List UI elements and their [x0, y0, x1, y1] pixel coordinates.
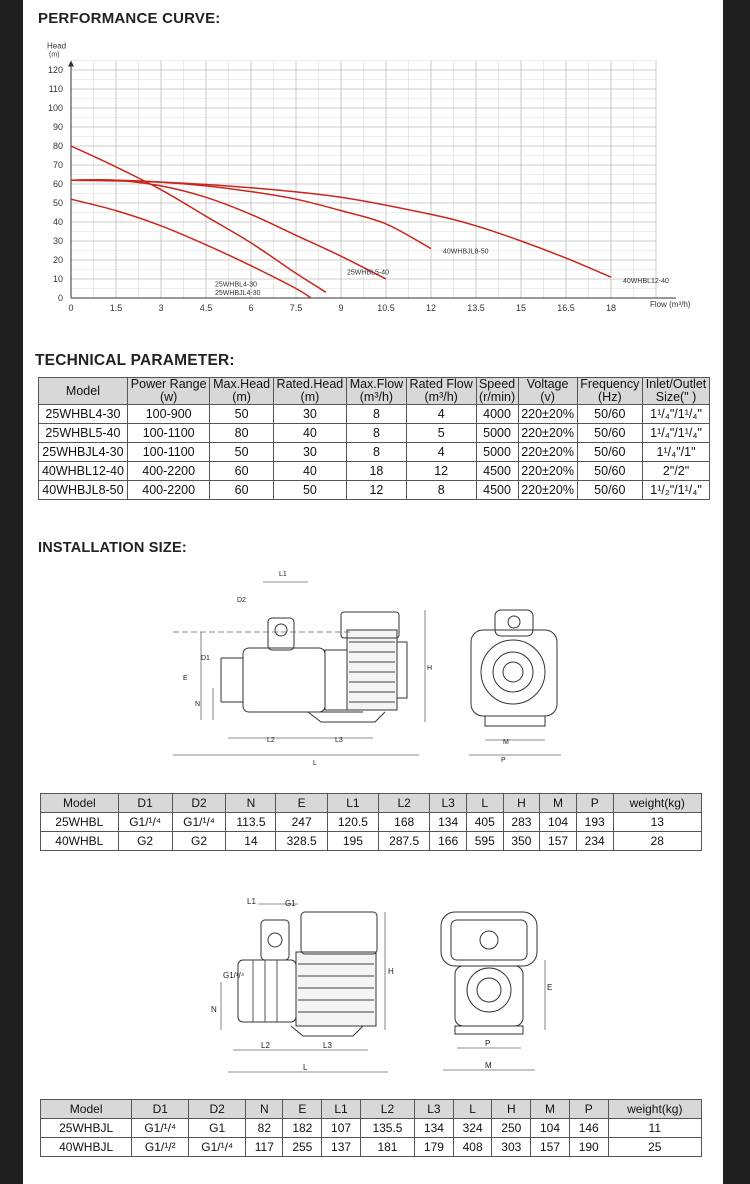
column-header: L2	[360, 1100, 414, 1119]
x-tick-label: 15	[515, 303, 527, 313]
table-cell: 104	[531, 1119, 570, 1138]
table-cell: 400-2200	[127, 481, 210, 500]
curve-label-25whbjl4-30: 25WHBJL4-30	[215, 290, 261, 298]
label-d2: D2	[237, 597, 246, 604]
table-cell: G1/¹/⁴	[189, 1138, 246, 1157]
column-header: L3	[430, 794, 467, 813]
column-header: Frequency (Hz)	[577, 378, 642, 405]
table-row	[39, 443, 710, 462]
column-header: Max.Head (m)	[210, 378, 273, 405]
table-cell: 80	[210, 424, 273, 443]
table-cell: 350	[503, 832, 540, 851]
label-m: M	[503, 739, 509, 746]
motor-body	[296, 952, 376, 1026]
table-row	[39, 405, 710, 424]
table-cell: 195	[327, 832, 378, 851]
curve-label-25whbl4-30: 25WHBL4-30	[215, 281, 258, 289]
installation-size-title: INSTALLATION SIZE:	[38, 540, 187, 556]
x-tick-label: 10.5	[377, 303, 395, 313]
chart-axes	[68, 61, 676, 299]
column-header: Model	[41, 794, 119, 813]
y-tick-label: 20	[52, 255, 63, 265]
table-cell: 247	[276, 813, 327, 832]
table-cell: 5	[406, 424, 476, 443]
column-header: weight(kg)	[613, 794, 701, 813]
table-cell: 595	[466, 832, 503, 851]
table-cell: 40WHBJL8-50	[39, 481, 128, 500]
table-cell: 2"/2"	[643, 462, 710, 481]
curve-label-40whbjl8-50: 40WHBJL8-50	[443, 248, 489, 256]
x-tick-label: 4.5	[199, 303, 213, 313]
x-tick-label: 12	[425, 303, 437, 313]
chart-grid	[71, 61, 656, 299]
x-axis-label: Flow (m³/h)	[650, 300, 691, 309]
table-cell: 5000	[476, 443, 518, 462]
table-cell: 25	[608, 1138, 701, 1157]
y-tick-label: 90	[52, 122, 63, 132]
y-tick-label: 70	[52, 160, 63, 170]
series-line-25whbjl4-30	[71, 146, 326, 292]
table-cell: 50/60	[577, 424, 642, 443]
column-header: Model	[41, 1100, 132, 1119]
table-row	[41, 813, 702, 832]
table-cell: 134	[415, 1119, 454, 1138]
column-header: L1	[322, 1100, 361, 1119]
table-cell: 4	[406, 443, 476, 462]
y-tick-label: 40	[52, 217, 63, 227]
column-header: L2	[379, 794, 430, 813]
table-cell: 190	[569, 1138, 608, 1157]
table-cell: 82	[246, 1119, 283, 1138]
table-cell: 146	[569, 1119, 608, 1138]
table-cell: 137	[322, 1138, 361, 1157]
performance-curve-title: PERFORMANCE CURVE:	[38, 10, 221, 27]
table-cell: 324	[453, 1119, 492, 1138]
table-cell: 4500	[476, 462, 518, 481]
column-header: P	[569, 1100, 608, 1119]
table-cell: 193	[576, 813, 613, 832]
table-cell: 157	[540, 832, 577, 851]
label-l: L	[313, 760, 317, 767]
table-cell: 40	[273, 462, 346, 481]
table-cell: 4500	[476, 481, 518, 500]
column-header: E	[283, 1100, 322, 1119]
column-header: M	[531, 1100, 570, 1119]
table-cell: G1/¹/²	[132, 1138, 189, 1157]
series-line-25whbl4-30	[71, 199, 311, 298]
table-cell: 30	[273, 405, 346, 424]
column-header: D1	[118, 794, 172, 813]
y-axis-label: Head	[47, 41, 67, 51]
table-cell: 107	[322, 1119, 361, 1138]
column-header: D2	[172, 794, 226, 813]
column-header: weight(kg)	[608, 1100, 701, 1119]
column-header: D2	[189, 1100, 246, 1119]
table-cell: 400-2200	[127, 462, 210, 481]
table-cell: G2	[172, 832, 226, 851]
x-tick-label: 13.5	[467, 303, 485, 313]
y-axis-arrow	[68, 61, 74, 67]
y-tick-label: 120	[47, 65, 63, 75]
installation-size-table-1	[40, 793, 702, 851]
column-header: L3	[415, 1100, 454, 1119]
column-header: Inlet/Outlet Size(" )	[643, 378, 710, 405]
y-tick-label: 100	[47, 103, 63, 113]
table-cell: 50/60	[577, 443, 642, 462]
table-cell: 50/60	[577, 481, 642, 500]
outlet-port	[268, 618, 294, 650]
table-cell: 283	[503, 813, 540, 832]
x-tick-label: 6	[248, 303, 254, 313]
table-cell: 1¹/₂"/1¹/₄"	[643, 481, 710, 500]
y-tick-label: 110	[48, 84, 63, 94]
y-tick-label: 10	[52, 274, 63, 284]
y-tick-label: 80	[52, 141, 63, 151]
column-header: N	[246, 1100, 283, 1119]
table-cell: 11	[608, 1119, 701, 1138]
table-cell: 18	[347, 462, 407, 481]
table-cell: 100-1100	[127, 424, 210, 443]
x-tick-label: 7.5	[289, 303, 303, 313]
label-p: P	[485, 1039, 491, 1048]
label-l1: L1	[279, 571, 287, 578]
table-row	[41, 1138, 702, 1157]
pump-casing	[243, 648, 325, 712]
table-header-row	[39, 378, 710, 405]
table-header-row	[41, 794, 702, 813]
table-cell: 179	[415, 1138, 454, 1157]
y-tick-label: 60	[52, 179, 63, 189]
table-cell: 14	[226, 832, 276, 851]
column-header: D1	[132, 1100, 189, 1119]
table-row	[39, 481, 710, 500]
label-l: L	[303, 1063, 308, 1072]
label-l1: L1	[247, 897, 256, 906]
column-header: Rated.Head (m)	[273, 378, 346, 405]
label-p: P	[501, 757, 506, 764]
y-axis-unit: (m)	[49, 51, 60, 59]
column-header: Power Range (w)	[127, 378, 210, 405]
table-cell: 50	[210, 443, 273, 462]
column-header: Voltage (v)	[518, 378, 577, 405]
pump-drawing-2	[23, 890, 723, 1095]
curve-label-40whbl12-40: 40WHBL12-40	[623, 277, 669, 285]
table-cell: 25WHBL5-40	[39, 424, 128, 443]
table-cell: 182	[283, 1119, 322, 1138]
table-cell: 220±20%	[518, 405, 577, 424]
performance-chart	[23, 30, 723, 330]
table-row	[39, 462, 710, 481]
column-header: Speed (r/min)	[476, 378, 518, 405]
column-header: L	[466, 794, 503, 813]
technical-parameter-title: TECHNICAL PARAMETER:	[35, 352, 235, 369]
label-n: N	[211, 1005, 217, 1014]
table-cell: 181	[360, 1138, 414, 1157]
table-cell: 30	[273, 443, 346, 462]
column-header: L	[453, 1100, 492, 1119]
table-cell: 157	[531, 1138, 570, 1157]
curve-label-25whbl5-40: 25WHBL5-40	[347, 269, 390, 277]
column-header: L1	[327, 794, 378, 813]
table-cell: 234	[576, 832, 613, 851]
table-header-row	[41, 1100, 702, 1119]
label-l3: L3	[323, 1041, 332, 1050]
table-cell: 40WHBJL	[41, 1138, 132, 1157]
table-cell: 1¹/₄"/1¹/₄"	[643, 405, 710, 424]
table-cell: 25WHBJL4-30	[39, 443, 128, 462]
table-cell: 168	[379, 813, 430, 832]
label-h: H	[427, 665, 433, 672]
pump-drawing-1	[23, 570, 723, 790]
table-row	[41, 1119, 702, 1138]
table-cell: G1	[189, 1119, 246, 1138]
table-cell: 8	[347, 424, 407, 443]
table-cell: 50/60	[577, 462, 642, 481]
table-cell: 220±20%	[518, 462, 577, 481]
table-cell: 12	[406, 462, 476, 481]
table-cell: 134	[430, 813, 467, 832]
x-tick-label: 3	[158, 303, 164, 313]
table-cell: 12	[347, 481, 407, 500]
label-l2: L2	[261, 1041, 270, 1050]
label-m: M	[485, 1061, 492, 1070]
table-cell: G1/¹/⁴	[132, 1119, 189, 1138]
table-cell: 255	[283, 1138, 322, 1157]
x-tick-label: 18	[605, 303, 617, 313]
y-tick-label: 50	[52, 198, 63, 208]
table-cell: 408	[453, 1138, 492, 1157]
label-g1-size: G1/¹/⁴	[223, 971, 245, 980]
chart-labels	[47, 42, 691, 314]
table-row	[41, 832, 702, 851]
table-row	[39, 424, 710, 443]
table-cell: 4000	[476, 405, 518, 424]
control-box	[301, 912, 377, 954]
x-tick-label: 0	[68, 303, 74, 313]
table-cell: 220±20%	[518, 443, 577, 462]
table-cell: 100-1100	[127, 443, 210, 462]
table-cell: 135.5	[360, 1119, 414, 1138]
table-cell: 1¹/₄"/1"	[643, 443, 710, 462]
table-cell: 120.5	[327, 813, 378, 832]
table-cell: 250	[492, 1119, 531, 1138]
table-cell: 100-900	[127, 405, 210, 424]
product-spec-sheet	[23, 0, 723, 1184]
table-cell: 328.5	[276, 832, 327, 851]
table-cell: 166	[430, 832, 467, 851]
table-cell: G1/¹/⁴	[172, 813, 226, 832]
label-e: E	[547, 983, 553, 992]
table-cell: 50	[273, 481, 346, 500]
table-cell: 40	[273, 424, 346, 443]
column-header: H	[492, 1100, 531, 1119]
technical-parameter-table	[38, 377, 710, 500]
label-e: E	[183, 675, 188, 682]
table-cell: 40WHBL	[41, 832, 119, 851]
table-cell: 8	[406, 481, 476, 500]
column-header: Max.Flow (m³/h)	[347, 378, 407, 405]
table-cell: 60	[210, 462, 273, 481]
table-cell: 113.5	[226, 813, 276, 832]
column-header: Rated Flow (m³/h)	[406, 378, 476, 405]
table-cell: 25WHBJL	[41, 1119, 132, 1138]
table-cell: 220±20%	[518, 424, 577, 443]
table-cell: 13	[613, 813, 701, 832]
label-g1: G1	[285, 899, 296, 908]
label-l3: L3	[335, 737, 343, 744]
table-cell: 5000	[476, 424, 518, 443]
column-header: P	[576, 794, 613, 813]
installation-size-table-2	[40, 1099, 702, 1157]
x-tick-label: 16.5	[557, 303, 575, 313]
end-view-casing	[471, 630, 557, 716]
table-cell: 50	[210, 405, 273, 424]
table-cell: 117	[246, 1138, 283, 1157]
table-cell: G1/¹/⁴	[118, 813, 172, 832]
column-header: N	[226, 794, 276, 813]
table-cell: 303	[492, 1138, 531, 1157]
x-tick-label: 1.5	[109, 303, 123, 313]
table-cell: 40WHBL12-40	[39, 462, 128, 481]
x-tick-label: 9	[338, 303, 344, 313]
label-d1: D1	[201, 655, 210, 662]
table-cell: 8	[347, 443, 407, 462]
table-cell: 405	[466, 813, 503, 832]
pump-casing	[238, 960, 296, 1022]
table-cell: 60	[210, 481, 273, 500]
outlet-port	[261, 920, 289, 960]
label-h: H	[388, 967, 394, 976]
label-l2: L2	[267, 737, 275, 744]
column-header: Model	[39, 378, 128, 405]
table-cell: 25WHBL4-30	[39, 405, 128, 424]
table-cell: 1¹/₄"/1¹/₄"	[643, 424, 710, 443]
table-cell: 220±20%	[518, 481, 577, 500]
label-n: N	[195, 701, 201, 708]
table-cell: 4	[406, 405, 476, 424]
table-cell: 287.5	[379, 832, 430, 851]
column-header: E	[276, 794, 327, 813]
table-cell: 25WHBL	[41, 813, 119, 832]
table-cell: 104	[540, 813, 577, 832]
y-tick-label: 0	[57, 293, 63, 303]
column-header: H	[503, 794, 540, 813]
column-header: M	[540, 794, 577, 813]
table-cell: 50/60	[577, 405, 642, 424]
table-cell: G2	[118, 832, 172, 851]
table-cell: 8	[347, 405, 407, 424]
table-cell: 28	[613, 832, 701, 851]
y-tick-label: 30	[52, 236, 63, 246]
